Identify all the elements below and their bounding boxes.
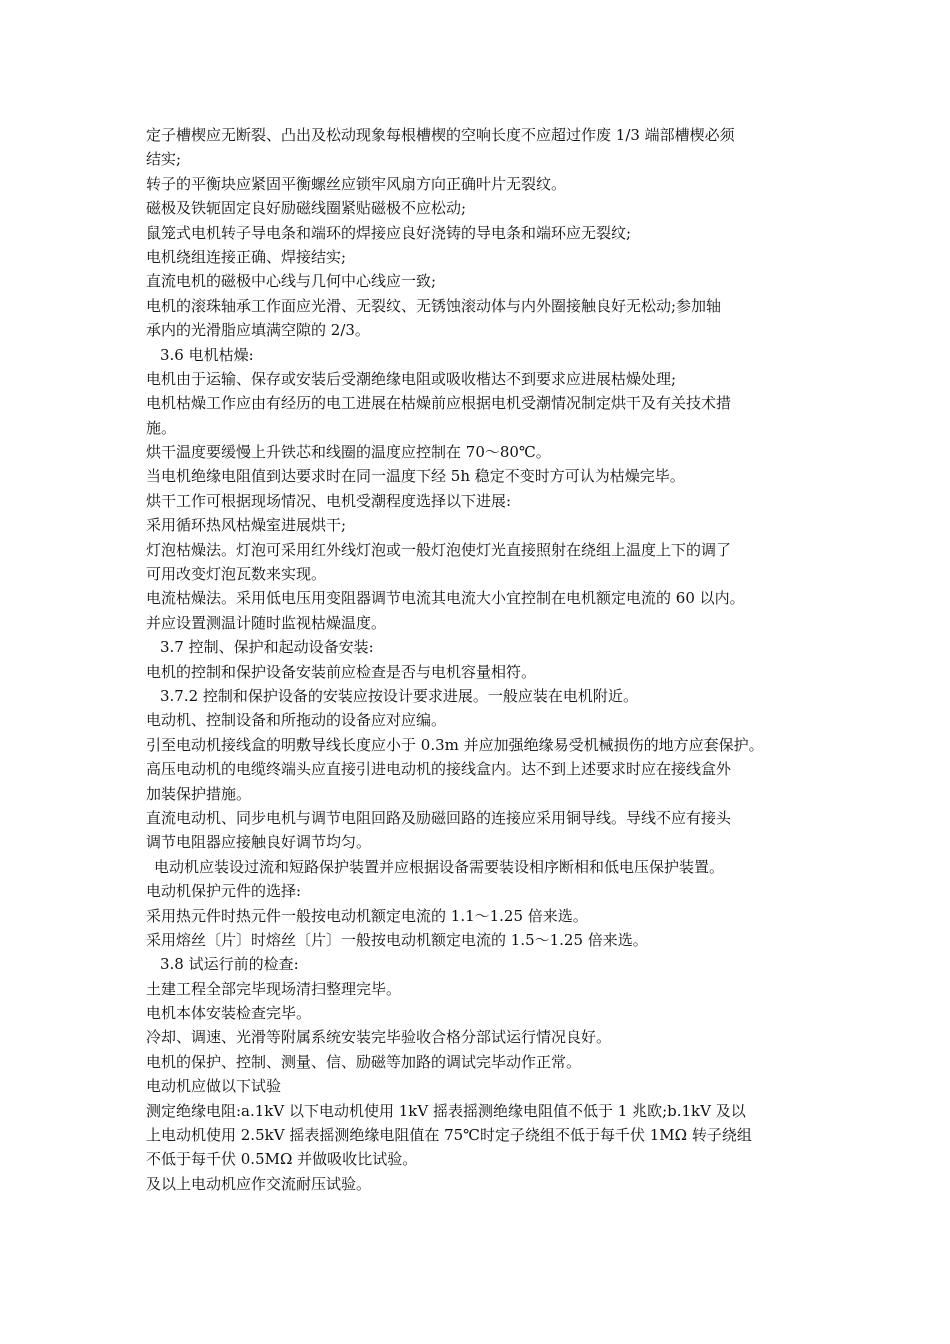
text-line: 电动机应做以下试验 [146,1077,282,1096]
section-heading-3-7-2: 3.7.2 控制和保护设备的安装应按设计要求进展。一般应装在电机附近。 [160,686,638,705]
text-line: 采用循环热风枯燥室进展烘干; [146,516,347,535]
text-line: 电动机保护元件的选择: [146,882,302,901]
text-line: 电机的保护、控制、测量、信、励磁等加路的调试完毕动作正常。 [146,1052,582,1071]
text-line: 及以上电动机应作交流耐压试验。 [146,1174,372,1193]
text-line: 冷却、调速、光滑等附属系统安装完毕验收合格分部试运行情况良好。 [146,1028,612,1047]
text-line: 定子槽楔应无断裂、凸出及松动现象每根槽楔的空响长度不应超过作废 1/3 端部槽楔必须 [146,126,735,144]
text-line: 电机的滚珠轴承工作面应光滑、无裂纹、无锈蚀滚动体与内外圈接触良好无松动;参加轴 [146,296,722,315]
text-line: 不低于每千伏 0.5MΩ 并做吸收比试验。 [146,1150,418,1169]
text-line: 直流电动机、同步电机与调节电阻回路及励磁回路的连接应采用铜导线。导线不应有接头 [146,808,732,827]
section-heading-3-8: 3.8 试运行前的检查: [160,955,299,974]
text-line: 并应设置测温计随时监视枯燥温度。 [146,613,387,632]
text-line: 土建工程全部完毕现场清扫整理完毕。 [146,979,402,998]
text-line: 直流电机的磁极中心线与几何中心线应一致; [146,272,437,291]
document-body [146,123,816,1196]
text-line: 鼠笼式电机转子导电条和端环的焊接应良好浇铸的导电条和端环应无裂纹; [146,223,632,242]
text-line: 上电动机使用 2.5kV 摇表摇测绝缘电阻值在 75℃时定子绕组不低于每千伏 1MΩ 转子绕组 [146,1126,752,1145]
text-line: 电动机、控制设备和所拖动的设备应对应编。 [146,711,447,730]
text-line: 磁极及铁轭固定良好励磁线圈紧贴磁极不应松动; [146,199,467,218]
text-line: 加装保护措施。 [146,784,252,803]
text-line: 当电机绝缘电阻值到达要求时在同一温度下经 5h 稳定不变时方可认为枯燥完毕。 [146,467,685,486]
text-line: 采用熔丝〔片〕时熔丝〔片〕一般按电动机额定电流的 1.5～1.25 倍来选。 [146,930,648,949]
text-line: 电流枯燥法。采用低电压用变阻器调节电流其电流大小宜控制在电机额定电流的 60 以内。 [146,589,745,608]
text-line: 引至电动机接线盒的明敷导线长度应小于 0.3m 并应加强绝缘易受机械损伤的地方应套保护。 [146,735,764,754]
text-line: 结实; [146,150,182,169]
text-line: 烘干工作可根据现场情况、电机受潮程度选择以下进展: [146,491,512,510]
text-line: 电机绕组连接正确、焊接结实; [146,247,347,266]
text-line: 采用热元件时热元件一般按电动机额定电流的 1.1～1.25 倍来选。 [146,906,588,925]
text-line: 调节电阻器应接触良好调节均匀。 [146,833,372,852]
text-line: 施。 [146,418,177,437]
text-line: 电机由于运输、保存或安装后受潮绝缘电阻或吸收楷达不到要求应进展枯燥处理; [146,369,677,388]
text-line: 测定绝缘电阻:a.1kV 以下电动机使用 1kV 摇表摇测绝缘电阻值不低于 1 兆欧;b.1kV 及以 [146,1101,746,1120]
text-line: 电机本体安装检查完毕。 [146,1004,312,1023]
text-line: 电动机应装设过流和短路保护装置并应根据设备需要装设相序断相和低电压保护装置。 [154,857,725,876]
text-line: 转子的平衡块应紧固平衡螺丝应锁牢风扇方向正确叶片无裂纹。 [146,174,567,193]
text-line: 灯泡枯燥法。灯泡可采用红外线灯泡或一般灯泡使灯光直接照射在绕组上温度上下的调了 [146,540,732,559]
section-heading-3-7: 3.7 控制、保护和起动设备安装: [160,638,374,657]
section-heading-3-6: 3.6 电机枯燥: [160,345,254,364]
text-line: 承内的光滑脂应填满空隙的 2/3。 [146,321,370,340]
text-line: 烘干温度要缓慢上升铁芯和线圈的温度应控制在 70～80℃。 [146,443,551,462]
text-line: 电机的控制和保护设备安装前应检查是否与电机容量相符。 [146,662,537,681]
text-line: 高压电动机的电缆终端头应直接引进电动机的接线盒内。达不到上述要求时应在接线盒外 [146,760,732,779]
text-line: 可用改变灯泡瓦数来实现。 [146,565,327,584]
text-line: 电机枯燥工作应由有经历的电工进展在枯燥前应根据电机受潮情况制定烘干及有关技术措 [146,394,732,413]
